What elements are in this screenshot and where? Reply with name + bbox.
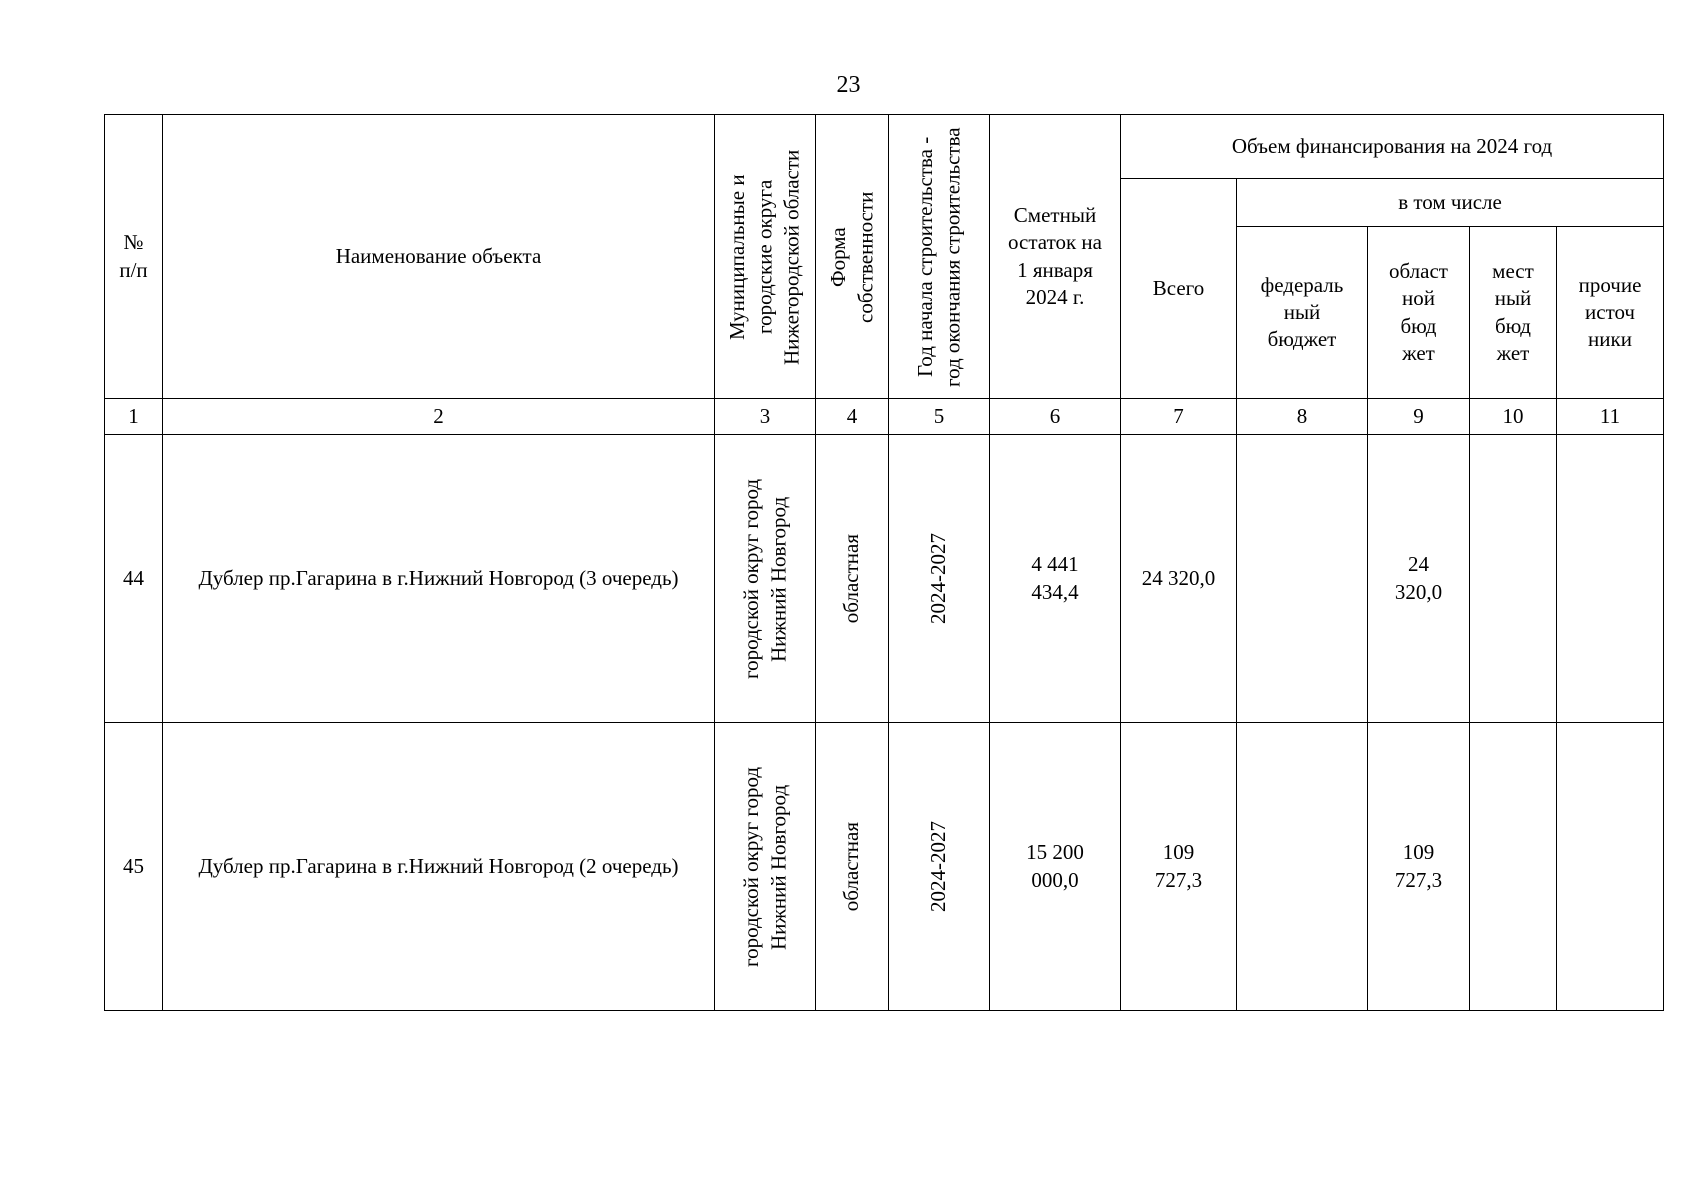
header-regional: област ной бюд жет [1368,227,1470,399]
cell-other [1557,435,1664,723]
cell-local [1470,723,1557,1011]
cell-local [1470,435,1557,723]
column-number: 2 [163,399,715,435]
header-total: Всего [1121,179,1237,399]
header-municipality [715,115,816,399]
header-balance: Сметный остаток на 1 января 2024 г. [990,115,1121,399]
cell-ownership-text: областная [839,533,864,624]
financing-table [104,114,1664,1011]
column-number: 8 [1237,399,1368,435]
cell-federal [1237,723,1368,1011]
cell-balance: 15 200 000,0 [990,723,1121,1011]
column-number: 4 [816,399,889,435]
page-number: 23 [836,72,861,98]
table-row [105,723,1664,1011]
cell-name: Дублер пр.Гагарина в г.Нижний Новгород (2 очередь) [163,723,715,1011]
header-years-text: Год начала строительства - год окончания строительства [912,126,964,387]
cell-balance: 4 441 434,4 [990,435,1121,723]
cell-ownership [816,723,889,1011]
header-other: прочие источ ники [1557,227,1664,399]
column-number: 1 [105,399,163,435]
column-number: 5 [889,399,990,435]
cell-total: 109 727,3 [1121,723,1237,1011]
cell-other [1557,723,1664,1011]
cell-years-text: 2024-2027 [926,533,951,624]
table-row [105,435,1664,723]
cell-federal [1237,435,1368,723]
cell-total: 24 320,0 [1121,435,1237,723]
header-including: в том числе [1237,179,1664,227]
cell-regional: 109 727,3 [1368,723,1470,1011]
header-ownership-text: Форма собственности [825,190,877,323]
header-years [889,115,990,399]
column-number: 6 [990,399,1121,435]
column-number: 3 [715,399,816,435]
header-municipality-text: Муниципальные и городские округа Нижегородской области [725,148,804,365]
header-name: Наименование объекта [163,115,715,399]
header-num: № п/п [105,115,163,399]
cell-municipality [715,435,816,723]
cell-num: 45 [105,723,163,1011]
cell-ownership-text: областная [839,821,864,912]
cell-regional: 24 320,0 [1368,435,1470,723]
header-financing: Объем финансирования на 2024 год [1121,115,1664,179]
header-ownership [816,115,889,399]
cell-years-text: 2024-2027 [926,821,951,912]
column-number: 9 [1368,399,1470,435]
column-number: 10 [1470,399,1557,435]
column-numbers-row [105,399,1664,435]
cell-municipality-text: городской округ город Нижний Новгород [738,766,790,967]
cell-municipality [715,723,816,1011]
cell-num: 44 [105,435,163,723]
column-number: 7 [1121,399,1237,435]
cell-years [889,723,990,1011]
cell-municipality-text: городской округ город Нижний Новгород [738,478,790,679]
cell-name: Дублер пр.Гагарина в г.Нижний Новгород (3 очередь) [163,435,715,723]
column-number: 11 [1557,399,1664,435]
header-federal: федераль ный бюджет [1237,227,1368,399]
cell-years [889,435,990,723]
header-local: мест ный бюд жет [1470,227,1557,399]
cell-ownership [816,435,889,723]
